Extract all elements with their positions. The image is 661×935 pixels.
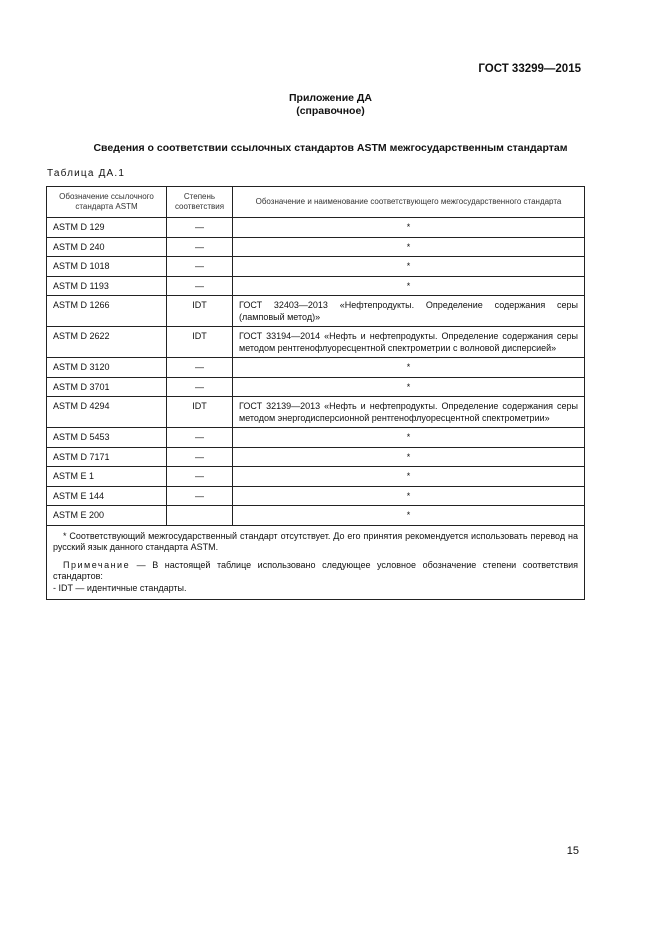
degree-cell: IDT	[167, 327, 233, 358]
table-row	[47, 327, 585, 358]
standard-cell: *	[233, 447, 585, 467]
degree-cell: —	[167, 257, 233, 277]
ref-cell: ASTM D 129	[47, 218, 167, 238]
standard-cell: *	[233, 377, 585, 397]
standard-cell: *	[233, 218, 585, 238]
ref-cell: ASTM D 4294	[47, 397, 167, 428]
standard-cell: ГОСТ 33194—2014 «Нефть и нефтепродукты. Определение содержания серы методом рентгенофлуоресцентной спектрометрии с волновой дисперсией»	[233, 327, 585, 358]
note-item: - IDT — идентичные стандарты.	[53, 582, 187, 593]
table-row	[47, 428, 585, 448]
ref-cell: ASTM E 1	[47, 467, 167, 487]
table-row	[47, 296, 585, 327]
ref-cell: ASTM E 200	[47, 506, 167, 526]
table-row	[47, 486, 585, 506]
ref-cell: ASTM E 144	[47, 486, 167, 506]
table-row	[47, 218, 585, 238]
table-footer-row	[47, 525, 585, 600]
ref-cell: ASTM D 1266	[47, 296, 167, 327]
degree-cell: —	[167, 428, 233, 448]
table-footer	[47, 525, 585, 600]
standard-cell: *	[233, 486, 585, 506]
degree-cell	[167, 506, 233, 526]
ref-cell: ASTM D 2622	[47, 327, 167, 358]
correspondence-table	[46, 186, 585, 600]
table-label: Таблица ДА.1	[47, 168, 126, 179]
table-row	[47, 377, 585, 397]
standard-cell: *	[233, 467, 585, 487]
footnote: * Соответствующий межгосударственный стандарт отсутствует. До его принятия рекомендуется использовать перевод на русский язык данного стандарта ASTM.	[53, 530, 578, 552]
page-number: 15	[566, 845, 579, 857]
note	[53, 560, 578, 583]
ref-cell: ASTM D 240	[47, 237, 167, 257]
degree-cell: IDT	[167, 397, 233, 428]
degree-cell: IDT	[167, 296, 233, 327]
standard-cell: *	[233, 428, 585, 448]
annex-subtitle: (справочное)	[296, 105, 365, 117]
table-row	[47, 358, 585, 378]
table-row	[47, 237, 585, 257]
document-code: ГОСТ 33299—2015	[478, 63, 581, 75]
section-heading: Сведения о соответствии ссылочных стандартов ASTM межгосударственным стандартам	[93, 142, 568, 154]
ref-cell: ASTM D 3701	[47, 377, 167, 397]
degree-cell: —	[167, 377, 233, 397]
standard-cell: *	[233, 257, 585, 277]
degree-cell: —	[167, 467, 233, 487]
standard-cell: ГОСТ 32403—2013 «Нефтепродукты. Определение содержания серы (ламповый метод)»	[233, 296, 585, 327]
degree-cell: —	[167, 447, 233, 467]
table-row	[47, 506, 585, 526]
standard-cell: *	[233, 237, 585, 257]
ref-cell: ASTM D 1193	[47, 276, 167, 296]
header-interstate-standard: Обозначение и наименование соответствующего межгосударственного стандарта	[233, 187, 585, 218]
standard-cell: *	[233, 358, 585, 378]
standard-cell: *	[233, 506, 585, 526]
table-row	[47, 467, 585, 487]
note-text: — В настоящей таблице использовано следующее условное обозначение степени соответствия стандартов:	[53, 559, 578, 581]
note-label: Примечание	[63, 559, 131, 570]
header-degree: Степень соответствия	[167, 187, 233, 218]
table-row	[47, 397, 585, 428]
ref-cell: ASTM D 3120	[47, 358, 167, 378]
annex-header	[0, 92, 661, 118]
ref-cell: ASTM D 7171	[47, 447, 167, 467]
degree-cell: —	[167, 237, 233, 257]
standard-cell: *	[233, 276, 585, 296]
table-row	[47, 447, 585, 467]
table-row	[47, 257, 585, 277]
degree-cell: —	[167, 358, 233, 378]
standard-cell: ГОСТ 32139—2013 «Нефть и нефтепродукты. Определение содержания серы методом энергодисперсионной рентгенофлуоресцентной спектрометрии»	[233, 397, 585, 428]
table-row	[47, 276, 585, 296]
ref-cell: ASTM D 5453	[47, 428, 167, 448]
annex-title: Приложение ДА	[289, 92, 372, 104]
ref-cell: ASTM D 1018	[47, 257, 167, 277]
header-ref-standard: Обозначение ссылочного стандарта ASTM	[47, 187, 167, 218]
degree-cell: —	[167, 486, 233, 506]
degree-cell: —	[167, 276, 233, 296]
degree-cell: —	[167, 218, 233, 238]
